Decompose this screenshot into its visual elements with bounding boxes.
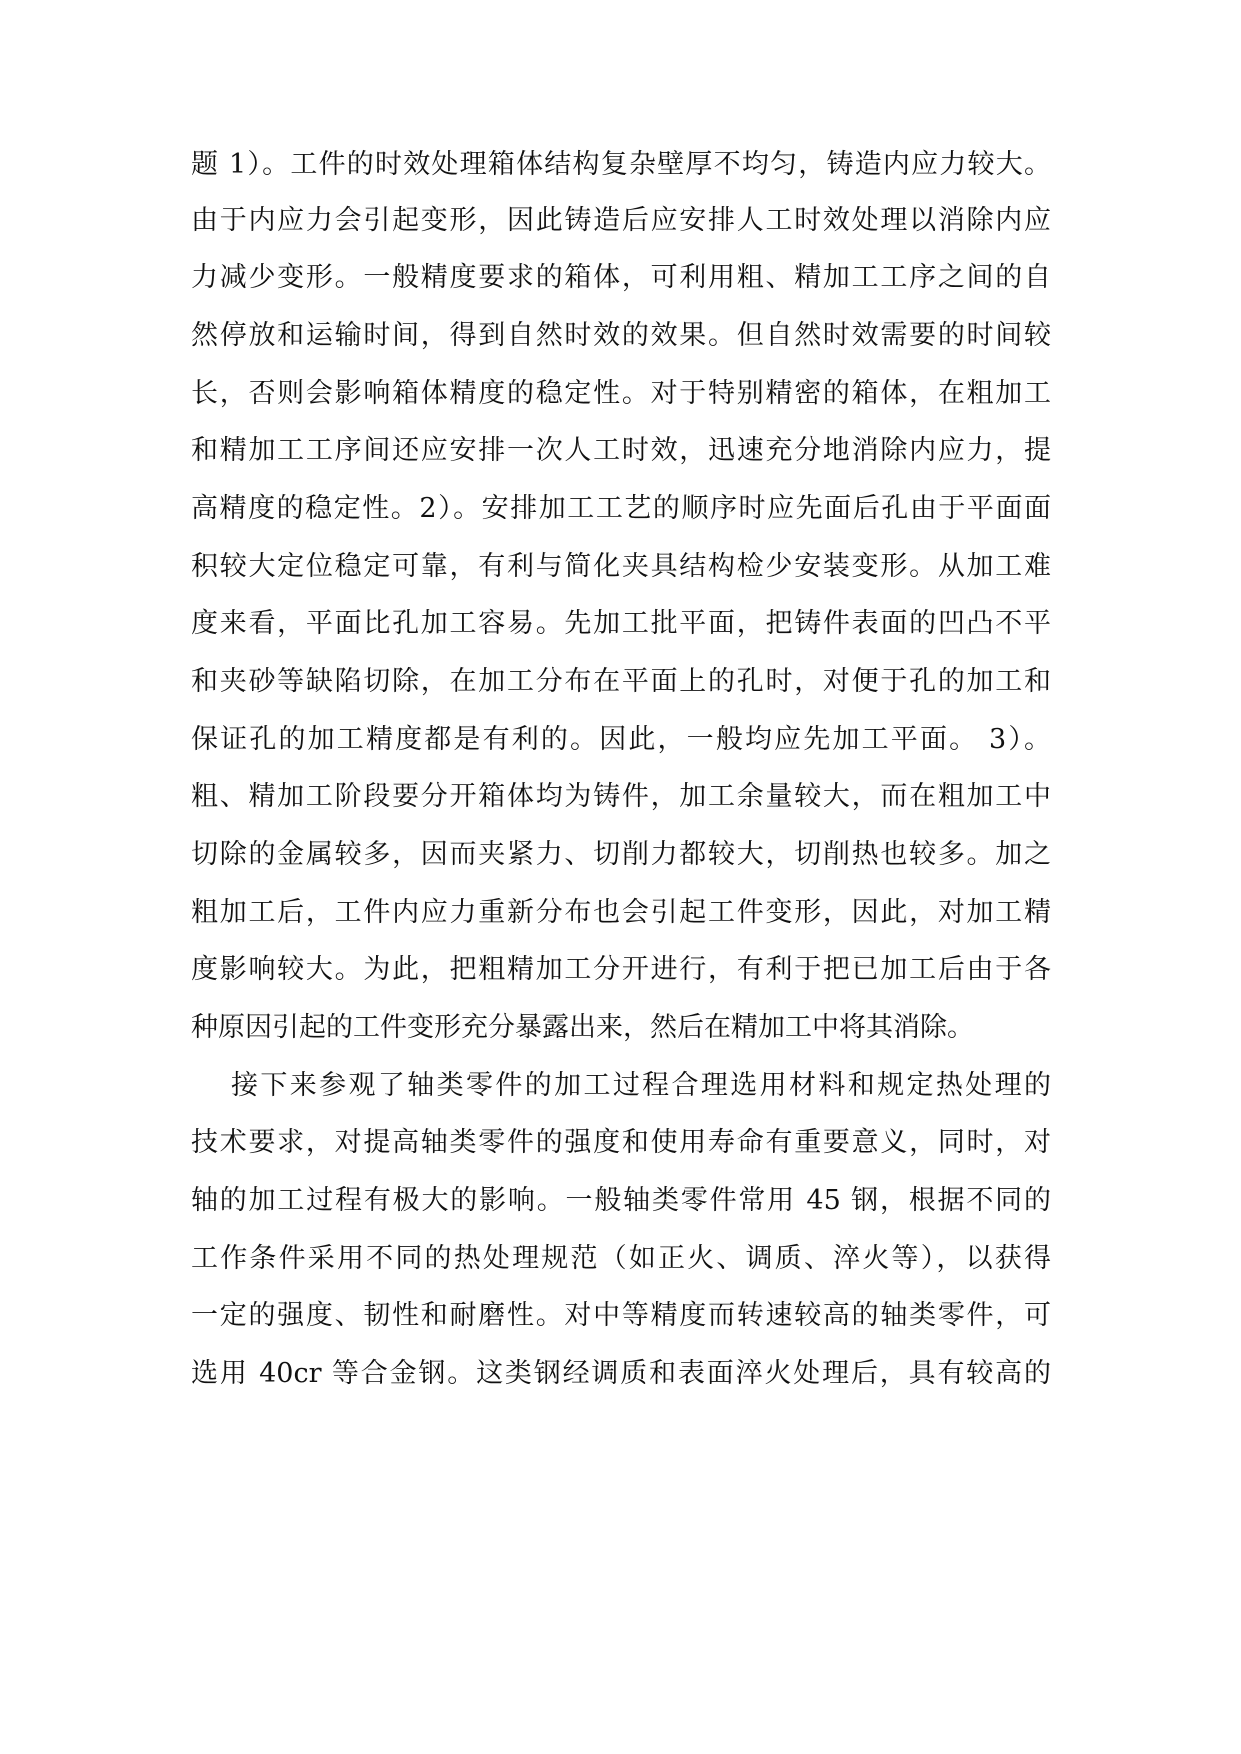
text-line: 题 1）。工件的时效处理箱体结构复杂壁厚不均匀，铸造内应力较大。 [191, 149, 1051, 180]
text-line: 一定的强度、韧性和耐磨性。对中等精度而转速较高的轴类零件，可 [191, 1300, 1051, 1331]
text-line: 种原因引起的工件变形充分暴露出来，然后在精加工中将其消除。 [191, 1012, 974, 1043]
text-line: 度影响较大。为此，把粗精加工分开进行，有利于把已加工后由于各 [191, 954, 1051, 985]
text-line: 积较大定位稳定可靠，有利与简化夹具结构检少安装变形。从加工难 [191, 551, 1051, 582]
text-line: 高精度的稳定性。2）。安排加工工艺的顺序时应先面后孔由于平面面 [191, 493, 1051, 524]
text-line: 度来看，平面比孔加工容易。先加工批平面，把铸件表面的凹凸不平 [191, 608, 1051, 639]
text-line: 和精加工工序间还应安排一次人工时效，迅速充分地消除内应力，提 [191, 435, 1051, 466]
text-line: 切除的金属较多，因而夹紧力、切削力都较大，切削热也较多。加之 [191, 839, 1051, 870]
text-line: 工作条件采用不同的热处理规范（如正火、调质、淬火等），以获得 [191, 1243, 1051, 1274]
paragraph-first-line: 接下来参观了轴类零件的加工过程合理选用材料和规定热处理的 [231, 1070, 1051, 1101]
text-line: 和夹砂等缺陷切除，在加工分布在平面上的孔时，对便于孔的加工和 [191, 666, 1051, 697]
text-line: 力减少变形。一般精度要求的箱体，可利用粗、精加工工序之间的自 [191, 262, 1051, 293]
text-line: 粗加工后，工件内应力重新分布也会引起工件变形，因此，对加工精 [191, 897, 1051, 928]
text-line: 技术要求，对提高轴类零件的强度和使用寿命有重要意义，同时，对 [191, 1127, 1051, 1158]
text-line: 由于内应力会引起变形，因此铸造后应安排人工时效处理以消除内应 [191, 205, 1051, 236]
text-line: 选用 40cr 等合金钢。这类钢经调质和表面淬火处理后，具有较高的 [191, 1358, 1051, 1389]
text-line: 轴的加工过程有极大的影响。一般轴类零件常用 45 钢，根据不同的 [191, 1185, 1051, 1216]
text-line: 长，否则会影响箱体精度的稳定性。对于特别精密的箱体，在粗加工 [191, 378, 1051, 409]
text-line: 保证孔的加工精度都是有利的。因此，一般均应先加工平面。 3）。 [191, 724, 1051, 755]
text-line: 粗、精加工阶段要分开箱体均为铸件，加工余量较大，而在粗加工中 [191, 781, 1051, 812]
text-line: 然停放和运输时间，得到自然时效的效果。但自然时效需要的时间较 [191, 320, 1051, 351]
